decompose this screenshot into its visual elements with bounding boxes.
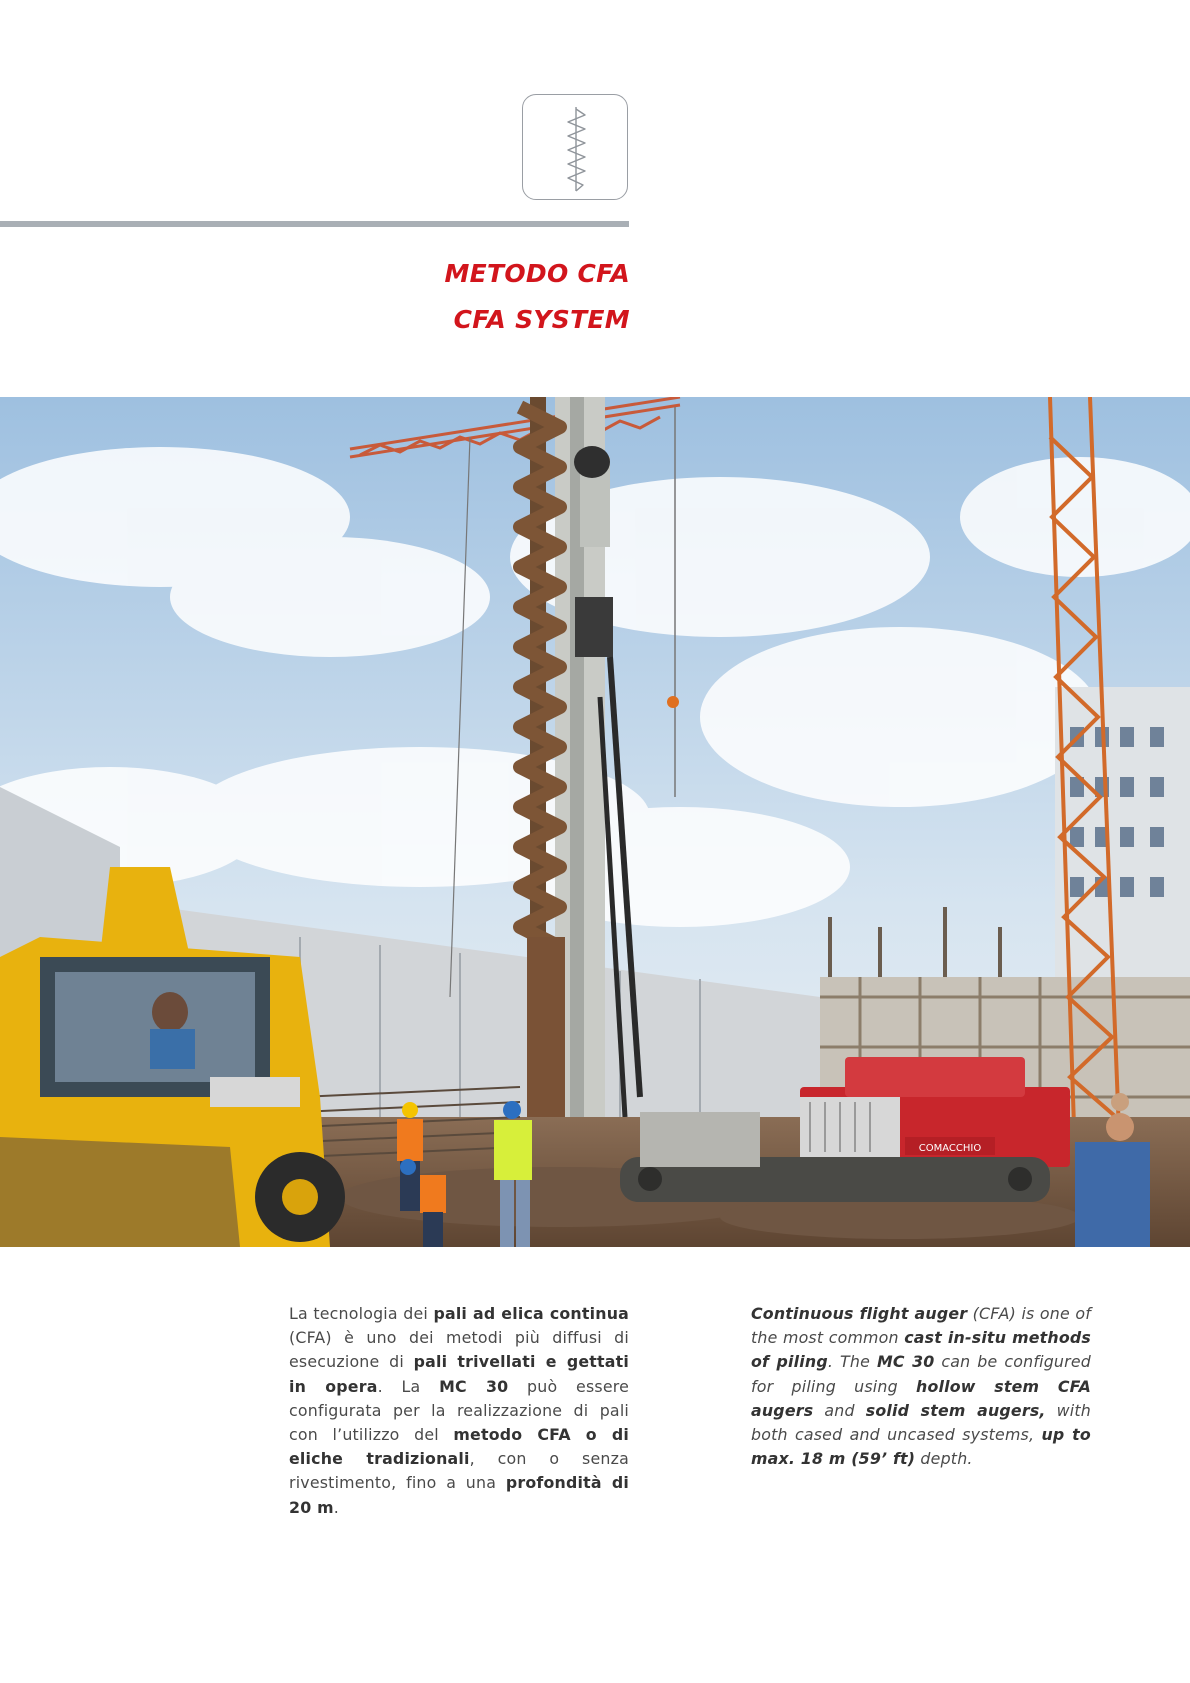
header-divider [0, 221, 629, 227]
machine-logo: COMACCHIO [918, 1143, 982, 1154]
description-en: Continuous flight auger (CFA) is one of the most common cast in-situ methods of piling. The MC 30 can be configured for piling using hollow stem CFA augers and solid stem augers, with both cased and uncased systems, up to max. 18 m (59’ ft) depth. [751, 1304, 1092, 1469]
section-title-en: CFA SYSTEM [453, 305, 630, 334]
cfa-drilling-rig-photo [0, 397, 1190, 1247]
section-title-it: METODO CFA [444, 259, 630, 288]
description-it: La tecnologia dei pali ad elica continua (CFA) è uno dei metodi più diffusi di esecuzione di pali trivellati e gettati in opera. La MC 30 può essere configurata per la realizzazione di pali con l’utilizzo del metodo CFA o di eliche tradizionali, con o senza rivestimento, fino a una profondità di 20 m. [289, 1304, 630, 1517]
cfa-auger-icon [522, 94, 628, 200]
